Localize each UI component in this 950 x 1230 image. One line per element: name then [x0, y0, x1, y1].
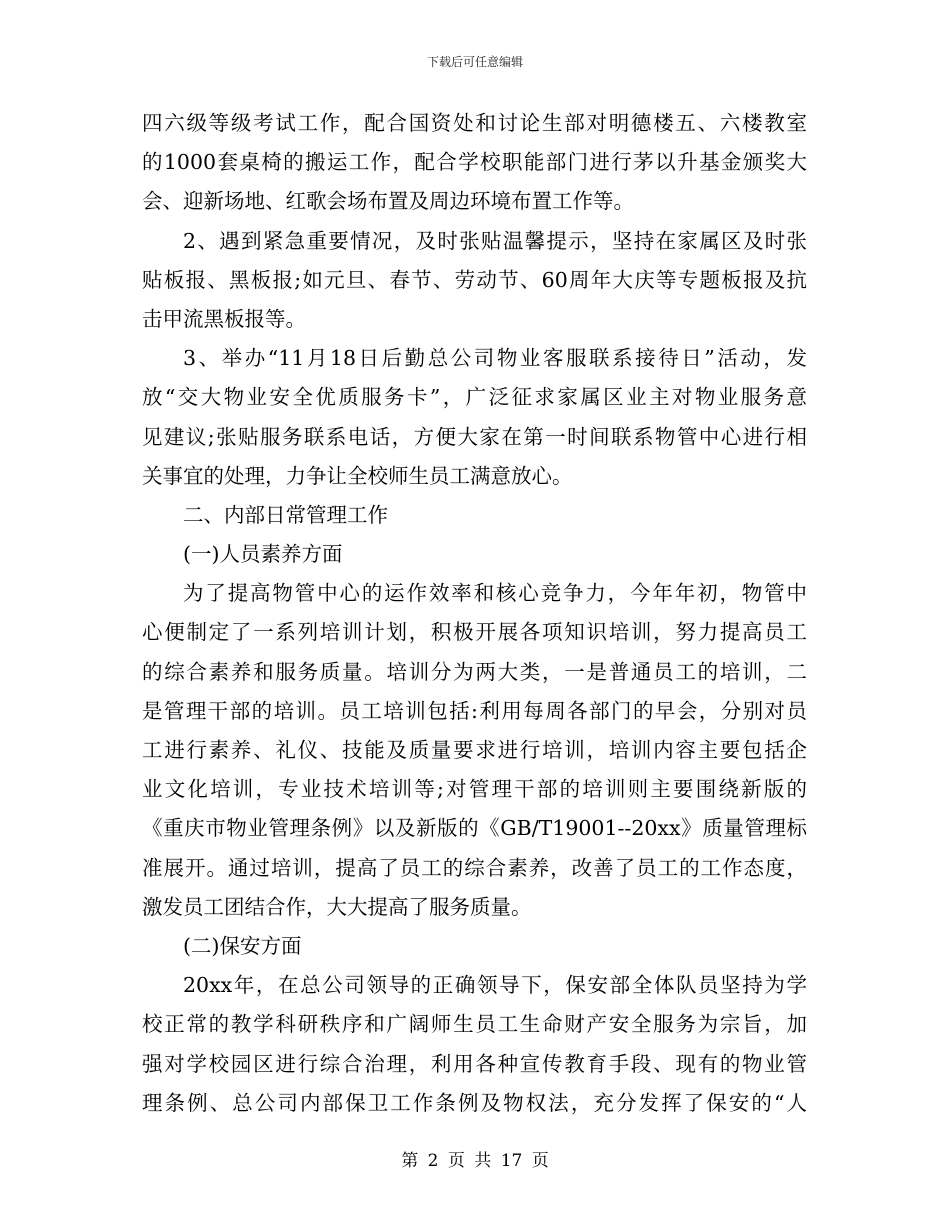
body-line: 关事宜的处理，力争让全校师生员工满意放心。 [142, 463, 573, 488]
body-line: 心便制定了一系列培训计划，积极开展各项知识培训，努力提高员工 [142, 620, 807, 645]
body-line: 的综合素养和服务质量。培训分为两大类，一是普通员工的培训，二 [142, 659, 807, 684]
body-line: 是管理干部的培训。员工培训包括:利用每周各部门的早会，分别对员 [142, 698, 807, 723]
body-line: 贴板报、黑板报;如元旦、春节、劳动节、60周年大庆等专题板报及抗 [142, 267, 807, 292]
subsection-heading: (二)保安方面 [183, 933, 302, 958]
section-heading: 二、内部日常管理工作 [183, 502, 388, 527]
page-number-footer: 第 2 页 共 17 页 [401, 1151, 549, 1171]
body-line: 3、举办“11月18日后勤总公司物业客服联系接待日”活动，发 [183, 346, 807, 371]
subsection-heading: (一)人员素养方面 [183, 542, 343, 567]
body-line: 的1000套桌椅的搬运工作，配合学校职能部门进行茅以升基金颁奖大 [142, 150, 807, 175]
body-line: 理条例、总公司内部保卫工作条例及物权法，充分发挥了保安的“人 [142, 1090, 807, 1115]
body-line: 激发员工团结合作，大大提高了服务质量。 [142, 894, 532, 919]
body-line: 放“交大物业安全优质服务卡”，广泛征求家属区业主对物业服务意 [142, 385, 807, 410]
body-line: 强对学校园区进行综合治理，利用各种宣传教育手段、现有的物业管 [142, 1051, 807, 1076]
body-line: 准展开。通过培训，提高了员工的综合素养，改善了员工的工作态度， [142, 855, 807, 880]
body-line: 业文化培训，专业技术培训等;对管理干部的培训则主要围绕新版的 [142, 777, 807, 802]
body-line: 会、迎新场地、红歌会场布置及周边环境布置工作等。 [142, 189, 634, 214]
document-body [142, 104, 807, 1123]
body-line: 工进行素养、礼仪、技能及质量要求进行培训，培训内容主要包括企 [142, 738, 807, 762]
body-line: 为了提高物管中心的运作效率和核心竞争力，今年年初，物管中 [183, 581, 807, 606]
body-line: 击甲流黑板报等。 [142, 306, 306, 331]
body-line: 校正常的教学科研秩序和广阔师生员工生命财产安全服务为宗旨，加 [142, 1012, 807, 1037]
header-note: 下载后可任意编辑 [426, 55, 523, 69]
body-line: 20xx年，在总公司领导的正确领导下，保安部全体队员坚持为学 [183, 973, 807, 998]
body-line: 《重庆市物业管理条例》以及新版的《GB/T19001--20xx》质量管理标 [142, 816, 807, 841]
body-line: 2、遇到紧急重要情况，及时张贴温馨提示，坚持在家属区及时张 [183, 228, 807, 253]
body-line: 见建议;张贴服务联系电话，方便大家在第一时间联系物管中心进行相 [142, 424, 807, 449]
body-line: 四六级等级考试工作，配合国资处和讨论生部对明德楼五、六楼教室 [142, 111, 807, 135]
